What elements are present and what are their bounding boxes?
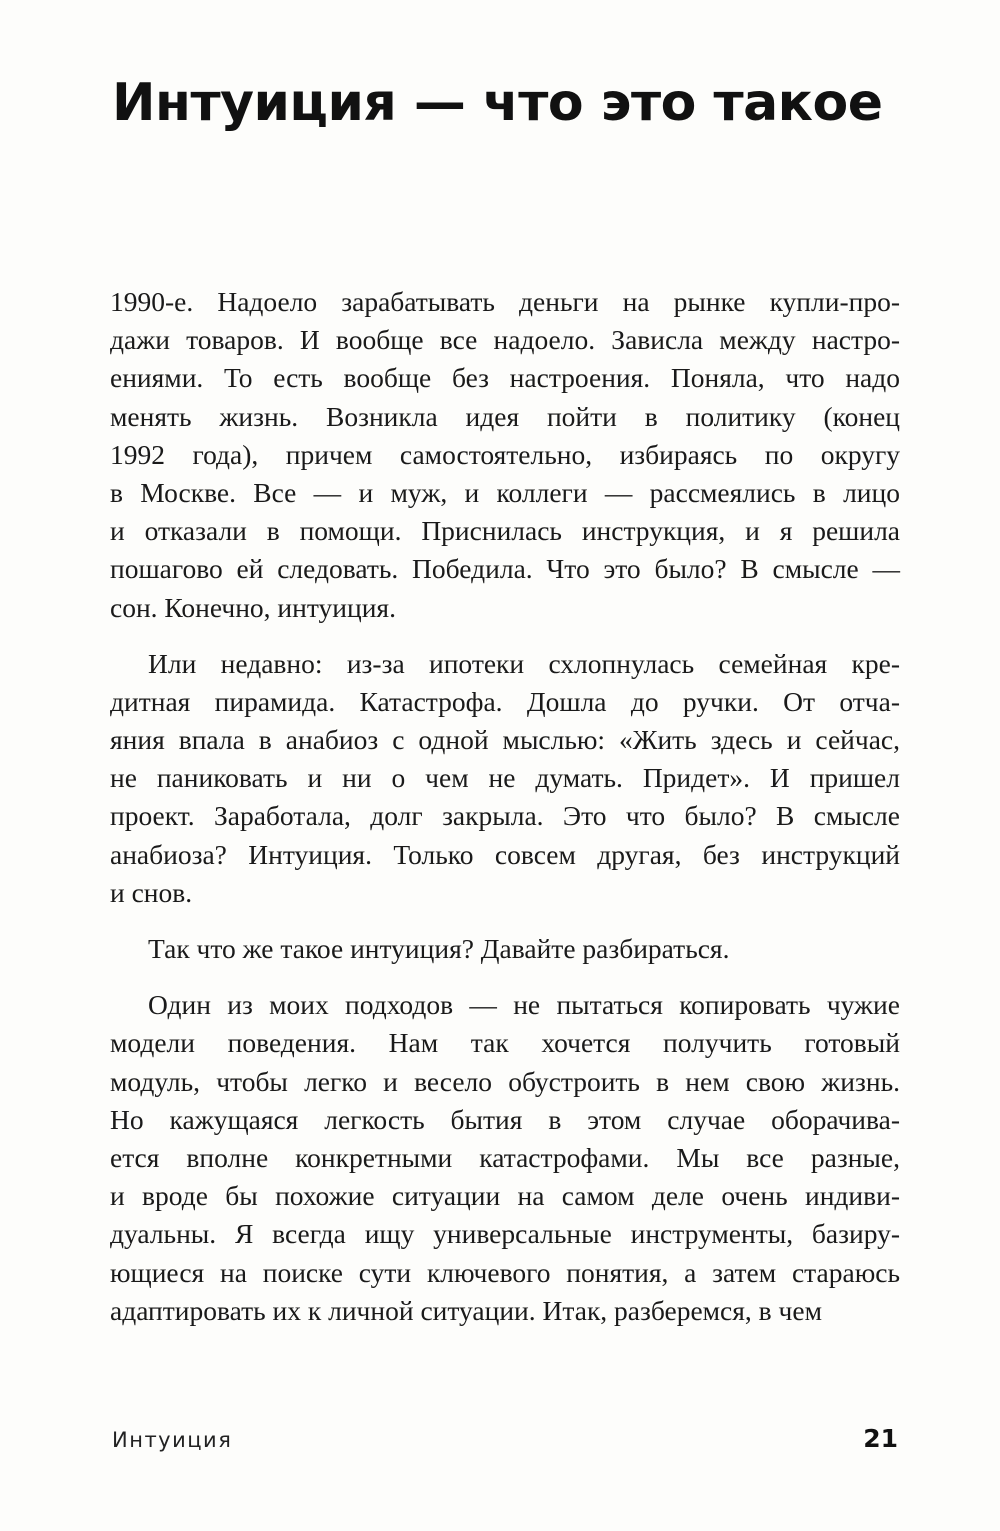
text-line: адаптировать их к личной ситуации. Итак, разберемся, в чем	[110, 1294, 822, 1326]
text-line: дуальны. Я всегда ищу универсальные инструменты, базиру-	[110, 1218, 900, 1250]
text-line: и вроде бы похожие ситуации на самом деле очень индиви-	[110, 1180, 900, 1212]
paragraph-4	[110, 986, 900, 1330]
text-line: и снов.	[110, 876, 193, 908]
text-line: 1990-е. Надоело зарабатывать деньги на рынке купли-про-	[110, 286, 900, 317]
text-line: Один из моих подходов — не пытаться копировать чужие	[148, 989, 900, 1021]
text-line: модели поведения. Нам так хочется получить готовый	[110, 1027, 900, 1059]
text-line: 1992 года), причем самостоятельно, избираясь по округу	[110, 438, 900, 470]
text-line: Или недавно: из-за ипотеки схлопнулась семейная кре-	[148, 647, 900, 679]
text-line: дитная пирамида. Катастрофа. Дошла до ручки. От отча-	[110, 685, 900, 717]
running-footer-title: Интуиция	[112, 1428, 233, 1452]
text-line: ениями. То есть вообще без настроения. Поняла, что надо	[110, 362, 900, 394]
text-line: ется вполне конкретными катастрофами. Мы все разные,	[110, 1141, 900, 1173]
text-line: Так что же такое интуиция? Давайте разбираться.	[148, 933, 730, 964]
text-line: пошагово ей следовать. Победила. Что это было? В смысле —	[110, 553, 900, 585]
text-line: анабиоза? Интуиция. Только совсем другая, без инструкций	[110, 838, 900, 870]
text-line: и отказали в помощи. Приснилась инструкция, и я решила	[110, 515, 900, 547]
text-line: модуль, чтобы легко и весело обустроить в нем свою жизнь.	[110, 1065, 900, 1097]
text-line: не паниковать и ни о чем не думать. Придет». И пришел	[110, 762, 900, 794]
paragraph-3	[110, 930, 900, 968]
body-text	[110, 283, 900, 1348]
text-line: Но кажущаяся легкость бытия в этом случае оборачива-	[110, 1103, 900, 1135]
chapter-heading: Интуиция — что это такое	[112, 73, 883, 133]
text-line: ющиеся на поиске сути ключевого понятия, а затем стараюсь	[110, 1256, 900, 1288]
text-line: дажи товаров. И вообще все надоело. Зависла между настро-	[110, 324, 900, 356]
paragraph-2	[110, 645, 900, 912]
text-line: проект. Заработала, долг закрыла. Это что было? В смысле	[110, 800, 900, 832]
text-line: в Москве. Все — и муж, и коллеги — рассмеялись в лицо	[110, 476, 900, 508]
text-line: сон. Конечно, интуиция.	[110, 591, 396, 623]
text-line: яния впала в анабиоз с одной мыслью: «Жить здесь и сейчас,	[110, 724, 900, 756]
paragraph-1	[110, 283, 900, 627]
text-line: менять жизнь. Возникла идея пойти в политику (конец	[110, 400, 900, 432]
page-number: 21	[863, 1424, 898, 1453]
